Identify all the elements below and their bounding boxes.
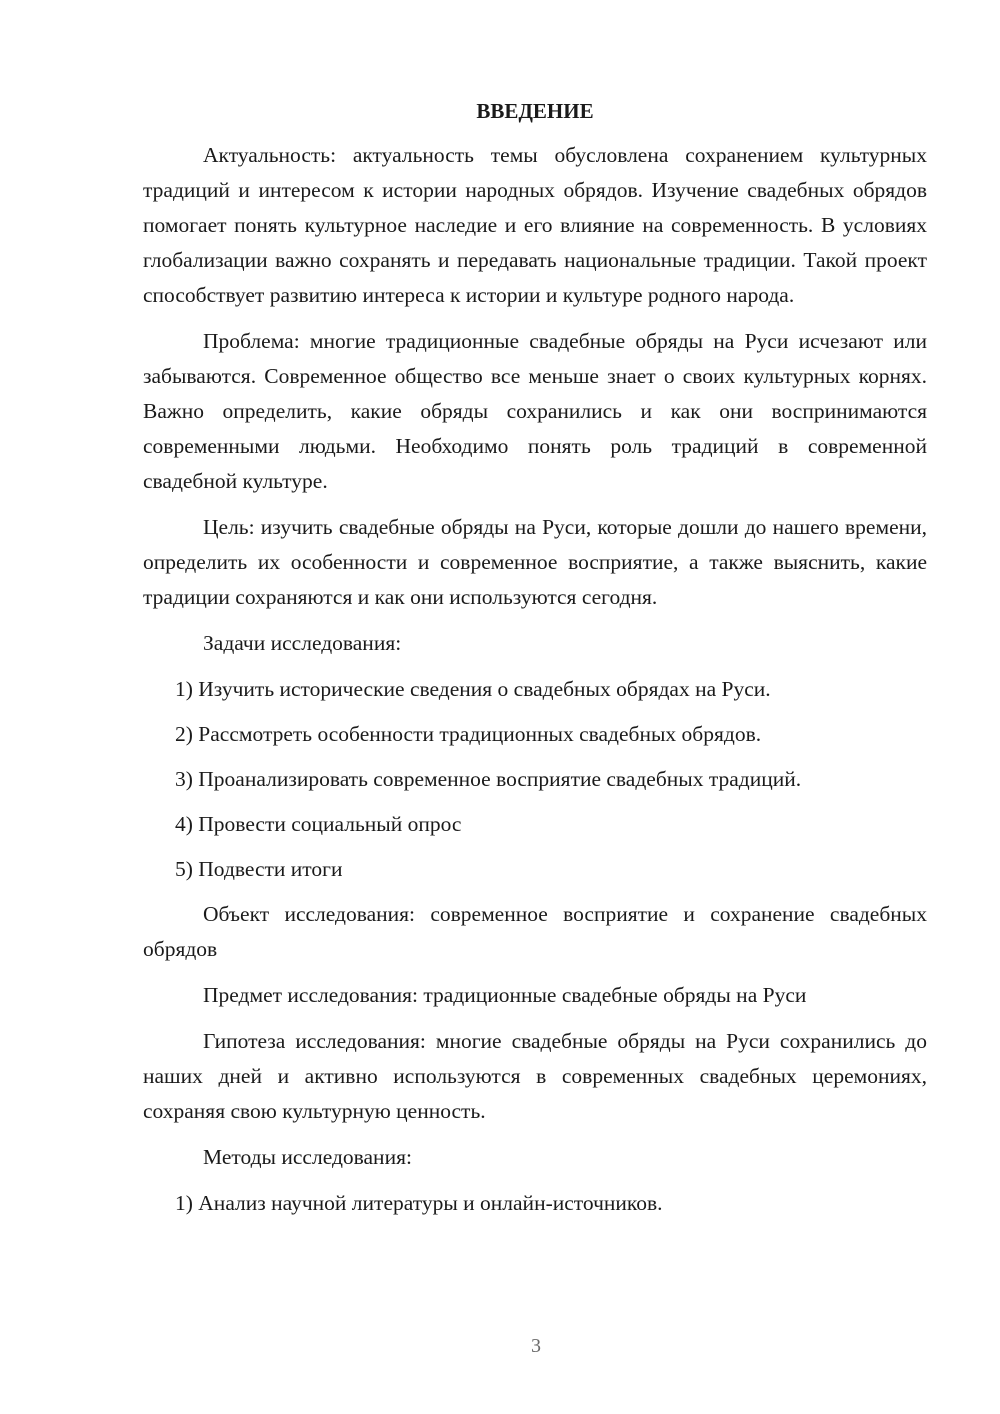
document-page	[143, 96, 927, 1231]
problem-paragraph: Проблема: многие традиционные свадебные обряды на Руси исчезают или забываются. Современное общество все меньше знает о своих культурных корнях. Важно определить, какие обряды сохранились и как они воспринимаются современными людьми. Необходимо понять роль традиций в современной свадебной культуре.	[143, 329, 927, 493]
section-title: ВВЕДЕНИЕ	[476, 99, 594, 123]
goal-paragraph: Цель: изучить свадебные обряды на Руси, которые дошли до нашего времени, определить их особенности и современное восприятие, а также выяснить, какие традиции сохраняются и как они используются сегодня.	[143, 515, 927, 609]
page-number: 3	[531, 1335, 541, 1357]
method-item: 1) Анализ научной литературы и онлайн-источников.	[175, 1191, 663, 1215]
task-item: 4) Провести социальный опрос	[175, 812, 462, 836]
hypothesis-paragraph: Гипотеза исследования: многие свадебные обряды на Руси сохранились до наших дней и активно используются в современных свадебных церемониях, сохраняя свою культурную ценность.	[143, 1029, 927, 1123]
task-item: 3) Проанализировать современное восприятие свадебных традиций.	[175, 767, 802, 791]
tasks-heading: Задачи исследования:	[203, 631, 402, 655]
subject-paragraph: Предмет исследования: традиционные свадебные обряды на Руси	[203, 983, 807, 1007]
task-item: 1) Изучить исторические сведения о свадебных обрядах на Руси.	[175, 677, 771, 701]
object-paragraph: Объект исследования: современное восприятие и сохранение свадебных обрядов	[143, 902, 927, 961]
task-item: 5) Подвести итоги	[175, 857, 343, 881]
task-item: 2) Рассмотреть особенности традиционных свадебных обрядов.	[175, 722, 762, 746]
relevance-paragraph: Актуальность: актуальность темы обусловлена сохранением культурных традиций и интересом к истории народных обрядов. Изучение свадебных обрядов помогает понять культурное наследие и его влияние на современность. В условиях глобализации важно сохранять и передавать национальные традиции. Такой проект способствует развитию интереса к истории и культуре родного народа.	[143, 143, 927, 307]
methods-heading: Методы исследования:	[203, 1145, 412, 1169]
